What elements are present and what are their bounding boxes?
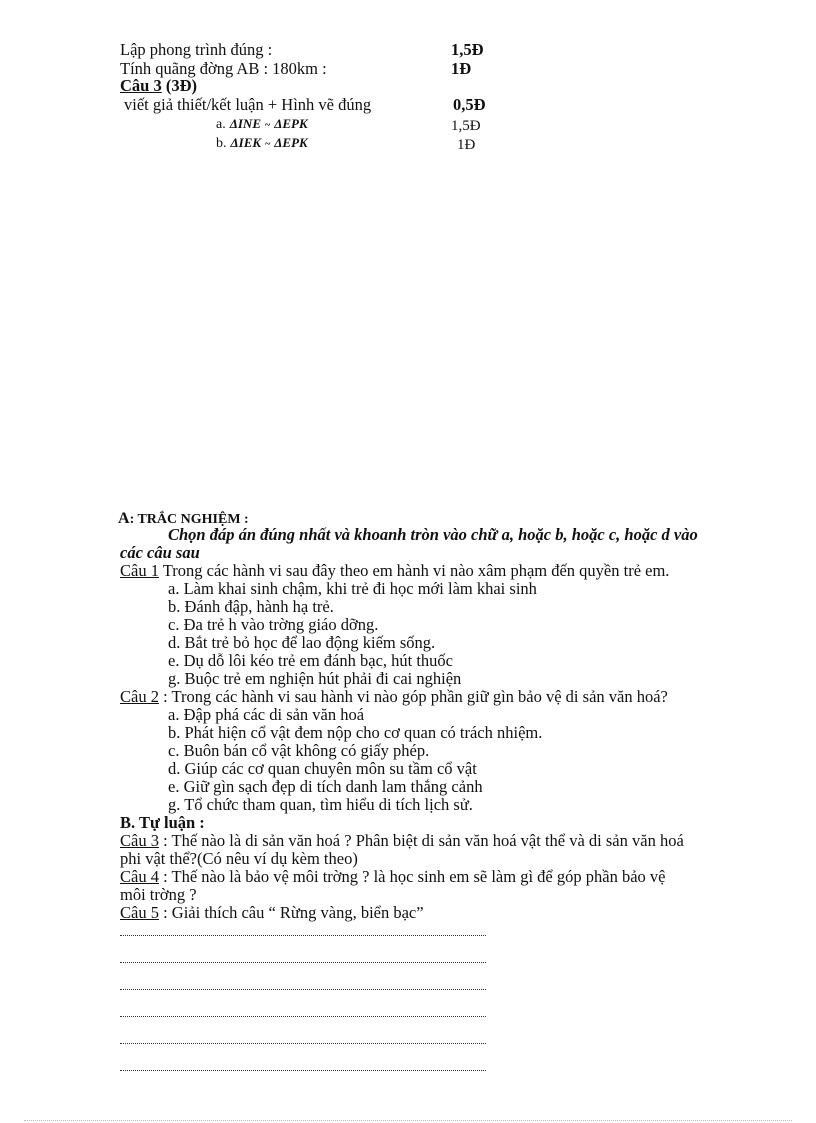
question-2-option-c: c. Buôn bán cổ vật không có giấy phép. [168,741,430,760]
question-1 [120,563,669,580]
answer-row-2-text: Tính quãng đờng AB : 180km : [120,59,327,78]
part-b-heading: B. Tự luận : [120,813,205,832]
question-5-text: : Giải thích câu “ Rừng vàng, biển bạc” [158,903,424,922]
sub-a-triangle-2: ΔEPK [274,116,308,131]
answer-sub-b [216,135,308,151]
sub-b-marker: b. [216,136,227,151]
sub-b-triangle-1: ΔIEK [230,135,262,150]
question-5-label: Câu 5 [120,903,159,922]
page-bottom-rule [24,1120,792,1121]
answer-line-6[interactable] [120,1070,486,1071]
sub-a-triangle-1: ΔINE [229,116,261,131]
part-a-title: : TRẮC NGHIỆM : [129,512,249,527]
question-1-text: Trong các hành vi sau đây theo em hành vi nào xâm phạm đến quyền trẻ em. [158,561,670,580]
question-2-option-b: b. Phát hiện cổ vật đem nộp cho cơ quan có trách nhiệm. [168,723,543,742]
answer-sub-a [216,116,308,132]
answer-line-3[interactable] [120,989,486,990]
question-1-label: Câu 1 [120,561,159,580]
cau3-answer-heading [120,78,197,95]
question-1-option-a: a. Làm khai sinh chậm, khi trẻ đi học mới làm khai sinh [168,579,537,598]
answer-sub-a-score: 1,5Đ [451,118,481,134]
question-3-label: Câu 3 [120,831,159,850]
answer-line-4[interactable] [120,1016,486,1017]
question-4 [120,869,665,886]
question-2-option-d: d. Giúp các cơ quan chuyên môn su tầm cổ vật [168,759,477,778]
question-1-option-b: b. Đánh đập, hành hạ trẻ. [168,597,334,616]
question-1-option-d: d. Bắt trẻ bỏ học để lao động kiếm sống. [168,633,436,652]
question-2-option-e: e. Giữ gìn sạch đẹp di tích danh lam thắng cảnh [168,777,483,796]
sub-a-marker: a. [216,117,226,132]
question-3-text: : Thế nào là di sản văn hoá ? Phân biệt di sản văn hoá vật thể và di sản văn hoá [158,831,684,850]
question-4-continued: môi trờng ? [120,885,197,904]
answer-line-5[interactable] [120,1043,486,1044]
sub-b-triangle-2: ΔEPK [274,135,308,150]
answer-line-2[interactable] [120,962,486,963]
answer-line-1[interactable] [120,935,486,936]
sub-a-similar-symbol: ~ [265,120,271,131]
answer-row-1-score: 1,5Đ [451,40,484,59]
sub-b-similar-symbol: ~ [265,139,271,150]
cau3-answer-points: (3Đ) [161,76,197,95]
answer-sub-b-score: 1Đ [457,137,476,153]
answer-row-3-text: viết giả thiết/kết luận + Hình vẽ đúng [124,95,372,114]
answer-row-2-score: 1Đ [451,59,472,78]
question-2 [120,689,668,706]
question-3 [120,833,684,850]
question-3-continued: phi vật thể?(Có nêu ví dụ kèm theo) [120,849,358,868]
part-a-letter: A [118,510,130,527]
question-1-option-c: c. Đa trẻ h vào trờng giáo dỡng. [168,615,379,634]
question-2-option-a: a. Đập phá các di sản văn hoá [168,705,365,724]
cau3-answer-label: Câu 3 [120,76,162,95]
question-1-option-g: g. Buộc trẻ em nghiện hút phải đi cai nghiện [168,669,462,688]
question-2-option-g: g. Tổ chức tham quan, tìm hiểu di tích lịch sử. [168,795,473,814]
question-5 [120,905,424,922]
answer-row-3-score: 0,5Đ [453,95,486,114]
part-a-instruction-line-2: các câu sau [120,543,200,562]
question-2-text: : Trong các hành vi sau hành vi nào góp phần giữ gìn bảo vệ di sản văn hoá? [158,687,668,706]
question-4-text: : Thế nào là bảo vệ môi trờng ? là học sinh em sẽ làm gì để góp phần bảo vệ [158,867,666,886]
question-2-label: Câu 2 [120,687,159,706]
question-1-option-e: e. Dụ dỗ lôi kéo trẻ em đánh bạc, hút thuốc [168,651,454,670]
part-a-instruction-line-1: Chọn đáp án đúng nhất và khoanh tròn vào chữ a, hoặc b, hoặc c, hoặc d vào [168,525,698,544]
answer-row-1-text: Lập phong trình đúng : [120,40,273,59]
question-4-label: Câu 4 [120,867,159,886]
